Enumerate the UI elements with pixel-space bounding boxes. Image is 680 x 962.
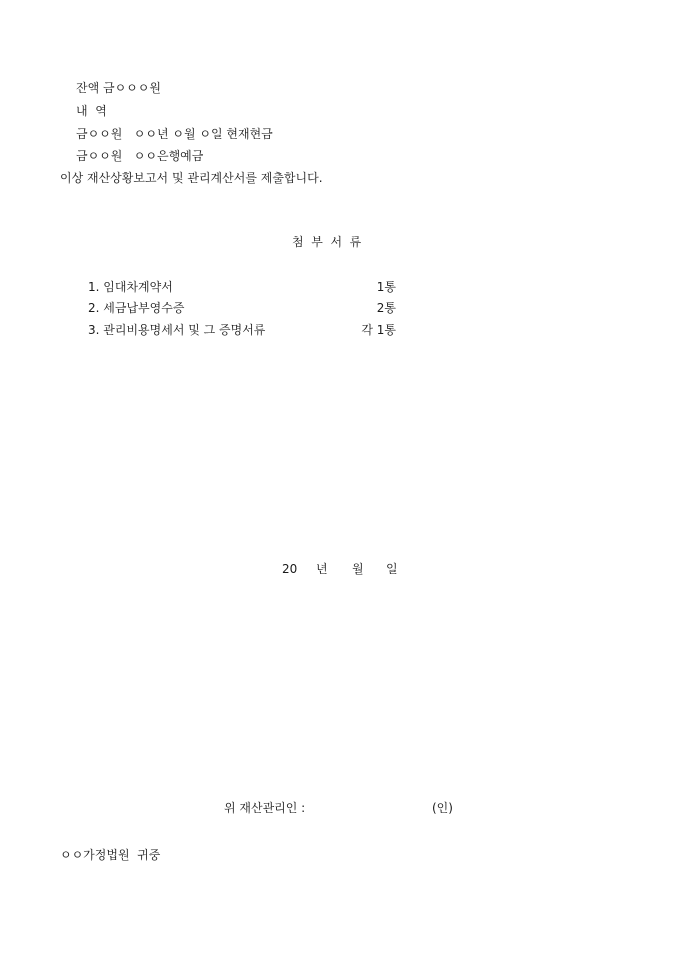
signature-label: 위 재산관리인 :: [224, 801, 306, 815]
date-day-unit: 일: [386, 562, 398, 576]
date-year-unit: 년: [316, 562, 328, 576]
attachment-item-count: 1통: [376, 280, 396, 294]
attachments-heading: 첨 부 서 류: [292, 235, 362, 249]
attachment-item-count: 2통: [376, 301, 396, 315]
date-month-unit: 월: [352, 562, 364, 576]
breakdown-label: 내 역: [76, 104, 107, 118]
attachment-item-label: 1. 임대차계약서: [88, 280, 173, 294]
submission-statement: 이상 재산상황보고서 및 관리계산서를 제출합니다.: [60, 171, 323, 185]
recipient-court: ㅇㅇ가정법원 귀중: [60, 848, 161, 862]
date-year: 20: [282, 562, 298, 576]
breakdown-item-deposit: 금ㅇㅇ원 ㅇㅇ은행예금: [76, 149, 204, 163]
breakdown-item-cash: 금ㅇㅇ원 ㅇㅇ년 ㅇ월 ㅇ일 현재현금: [76, 127, 273, 141]
attachment-item-count: 각 1통: [361, 323, 396, 337]
attachment-item-label: 2. 세금납부영수증: [88, 301, 185, 315]
balance-line: 잔액 금ㅇㅇㅇ원: [76, 81, 161, 95]
seal-mark: (인): [432, 801, 453, 815]
attachment-item-label: 3. 관리비용명세서 및 그 증명서류: [88, 323, 266, 337]
